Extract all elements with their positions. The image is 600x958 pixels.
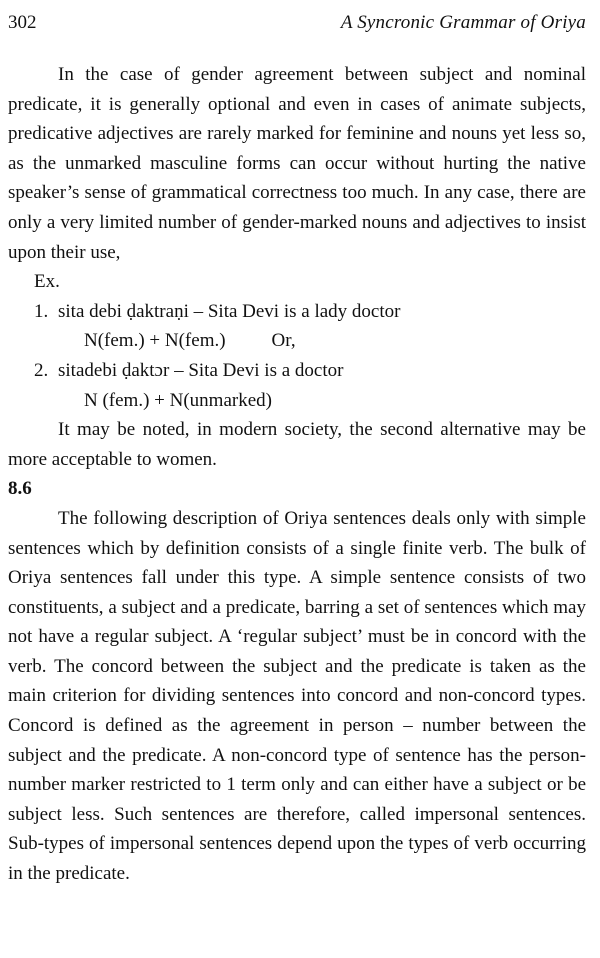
formula-text: N (fem.) + N(unmarked)	[84, 389, 272, 411]
example-text: sitadebi ḍaktɔr – Sita Devi is a doctor	[58, 359, 344, 381]
example-text: sita debi ḍaktraṇi – Sita Devi is a lady doctor	[58, 300, 401, 322]
page-header	[8, 10, 586, 36]
paragraph-modern-society: It may be noted, in modern society, the second alternative may be more acceptable to women.	[8, 419, 586, 470]
page-number: 302	[8, 12, 37, 33]
example-number: 2.	[34, 359, 49, 381]
paragraph-simple-sentences: The following description of Oriya sentences deals only with simple sentences which by definition consists of a single finite verb. The bulk of Oriya sentences fall under this type. A simple sentence consists of two constituents, a subject and a predicate, barring a set of sentences which may not have a regular subject. A ‘regular subject’ must be in concord with the verb. The concord between the subject and the predicate is taken as the main criterion for dividing sentences into concord and non-concord types. Concord is defined as the agreement in person – number between the subject and the predicate. A non-concord type of sentence has the person-number marker restricted to 1 term only and can either have a subject or be subject less. Such sentences are therefore, called impersonal sentences. Sub-types of impersonal sentences depend upon the types of verb occurring in the predicate.	[8, 507, 586, 885]
example-formula	[34, 386, 586, 416]
or-text: Or,	[271, 330, 296, 352]
example-label: Ex.	[34, 271, 60, 293]
example-item	[34, 356, 586, 386]
example-block	[8, 267, 586, 415]
section-number: 8.6	[8, 478, 32, 500]
paragraph-gender-agreement: In the case of gender agreement between subject and nominal predicate, it is generally optional and even in cases of animate subjects, predicative adjectives are rarely marked for feminine and nouns yet less so, as the unmarked masculine forms can occur without hurting the native speaker’s sense of grammatical correctness too much. In any case, there are only a very limited number of gender-marked nouns and adjectives to insist upon their use,	[8, 64, 586, 263]
running-title: A Syncronic Grammar of Oriya	[340, 12, 586, 33]
example-formula	[34, 326, 586, 356]
example-number: 1.	[34, 300, 49, 322]
example-item	[34, 297, 586, 327]
formula-text: N(fem.) + N(fem.)	[84, 330, 226, 352]
